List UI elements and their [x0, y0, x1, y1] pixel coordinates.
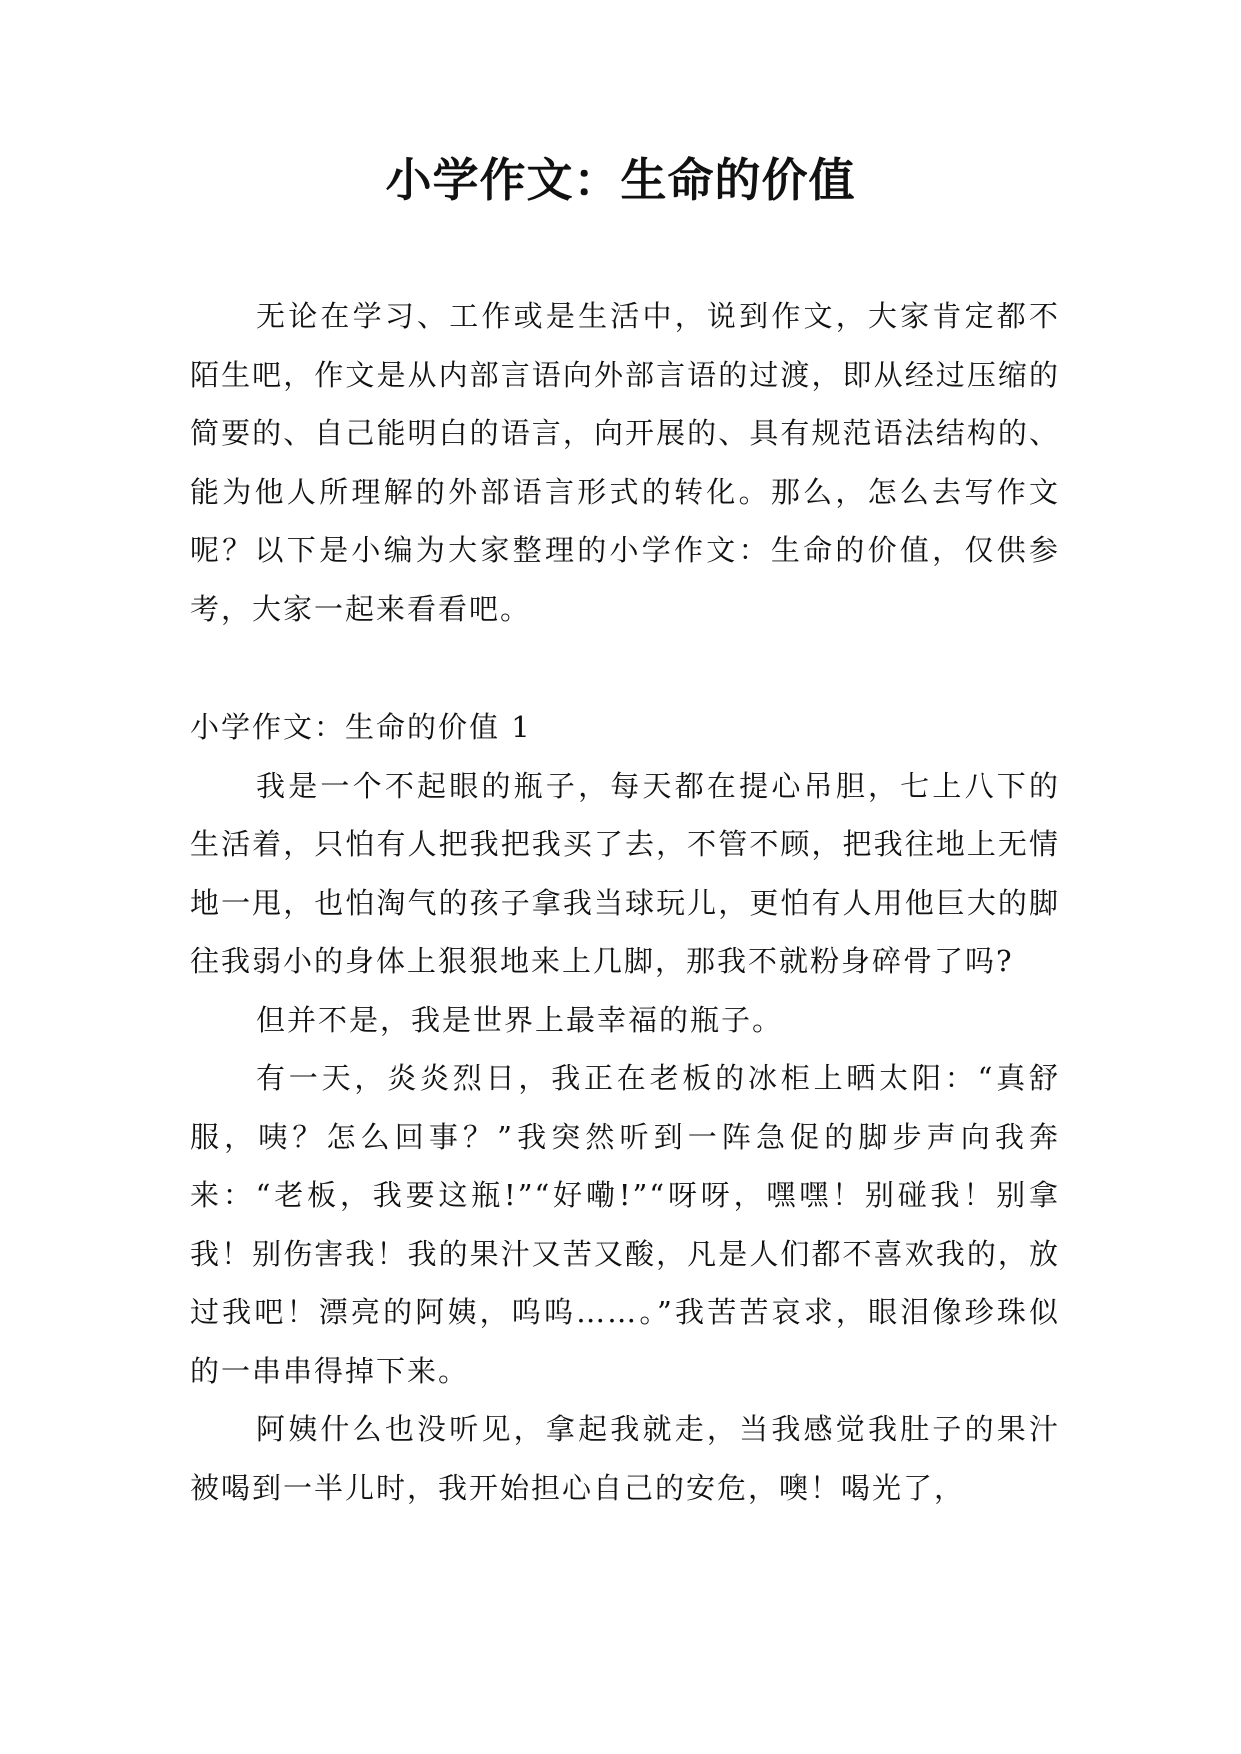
essay-paragraph: 阿姨什么也没听见，拿起我就走，当我感觉我肚子的果汁被喝到一半儿时，我开始担心自己的安危，噢！喝光了，: [190, 1412, 1060, 1505]
intro-block: [190, 287, 1060, 638]
section-heading: 小学作文：生命的价值 1: [190, 710, 532, 744]
intro-paragraph: 无论在学习、工作或是生活中，说到作文，大家肯定都不陌生吧，作文是从内部言语向外部言语的过渡，即从经过压缩的简要的、自己能明白的语言，向开展的、具有规范语法结构的、能为他人所理解的外部语言形式的转化。那么，怎么去写作文呢？以下是小编为大家整理的小学作文：生命的价值，仅供参考，大家一起来看看吧。: [190, 299, 1060, 626]
essay-paragraph: 有一天，炎炎烈日，我正在老板的冰柜上晒太阳：“真舒服，咦？怎么回事？”我突然听到一阵急促的脚步声向我奔来：“老板，我要这瓶!”“好嘞!”“呀呀，嘿嘿！别碰我！别拿我！别伤害我！我的果汁又苦又酸，凡是人们都不喜欢我的，放过我吧！漂亮的阿姨，呜呜……。”我苦苦哀求，眼泪像珍珠似的一串串得掉下来。: [190, 1061, 1060, 1388]
essay-paragraph: 但并不是，我是世界上最幸福的瓶子。: [256, 1002, 784, 1037]
document-title: 小学作文：生命的价值: [385, 153, 856, 207]
essay-section: [190, 698, 1060, 1517]
essay-paragraph: 我是一个不起眼的瓶子，每天都在提心吊胆，七上八下的生活着，只怕有人把我把我买了去，不管不顾，把我往地上无情地一甩，也怕淘气的孩子拿我当球玩儿，更怕有人用他巨大的脚往我弱小的身体上狠狠地来上几脚，那我不就粉身碎骨了吗?: [190, 768, 1060, 978]
